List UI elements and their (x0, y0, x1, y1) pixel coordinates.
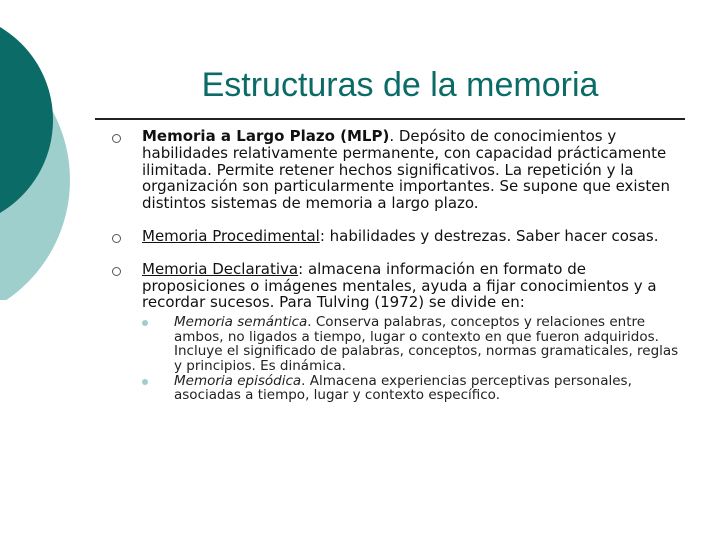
sub-bullet-semantica (142, 315, 682, 373)
bullet-lead: Memoria a Largo Plazo (MLP) (142, 127, 390, 145)
slide-title: Estructuras de la memoria (201, 66, 599, 104)
ring-bullet-icon (112, 267, 121, 276)
sub-bullet-list (142, 315, 682, 403)
bullet-text: : almacena información en formato de proposiciones o imágenes mentales, ayuda a fijar conocimientos y a recordar sucesos. Para Tulving (1972) se divide en: (142, 259, 657, 312)
sub-bullet-lead: Memoria episódica (174, 372, 302, 389)
bullet-text: . Depósito de conocimientos y habilidades relativamente permanente, con capacidad prácticamente ilimitada. Permite retener hechos significativos. La repetición y la organización son particularmente importantes. Se supone que existen distintos sistemas de memoria a largo plazo. (142, 127, 671, 213)
title-divider (95, 118, 685, 120)
dot-bullet-icon (142, 379, 148, 385)
bullet-lead: Memoria Procedimental (142, 226, 320, 245)
ring-bullet-icon (112, 234, 121, 243)
bullet-declarativa (112, 261, 682, 403)
dot-bullet-icon (142, 320, 148, 326)
sub-bullet-text: . Conserva palabras, conceptos y relaciones entre ambos, no ligados a tiempo, lugar o contexto en que fueron adquiridos. Incluye el significado de palabras, conceptos, normas gramaticales, reglas y principios. Es dinámica. (174, 314, 679, 374)
sub-bullet-text: . Almacena experiencias perceptivas personales, asociadas a tiempo, lugar y contexto específico. (174, 372, 632, 404)
bullet-mlp (112, 128, 682, 212)
bullet-list (112, 128, 682, 403)
sub-bullet-episodica (142, 374, 682, 403)
sub-bullet-lead: Memoria semántica (174, 314, 308, 331)
ring-bullet-icon (112, 134, 121, 143)
bullet-text: : habilidades y destrezas. Saber hacer cosas. (319, 226, 659, 245)
bullet-procedimental (112, 228, 682, 245)
decorative-circles (0, 0, 120, 300)
bullet-lead: Memoria Declarativa (142, 259, 299, 278)
